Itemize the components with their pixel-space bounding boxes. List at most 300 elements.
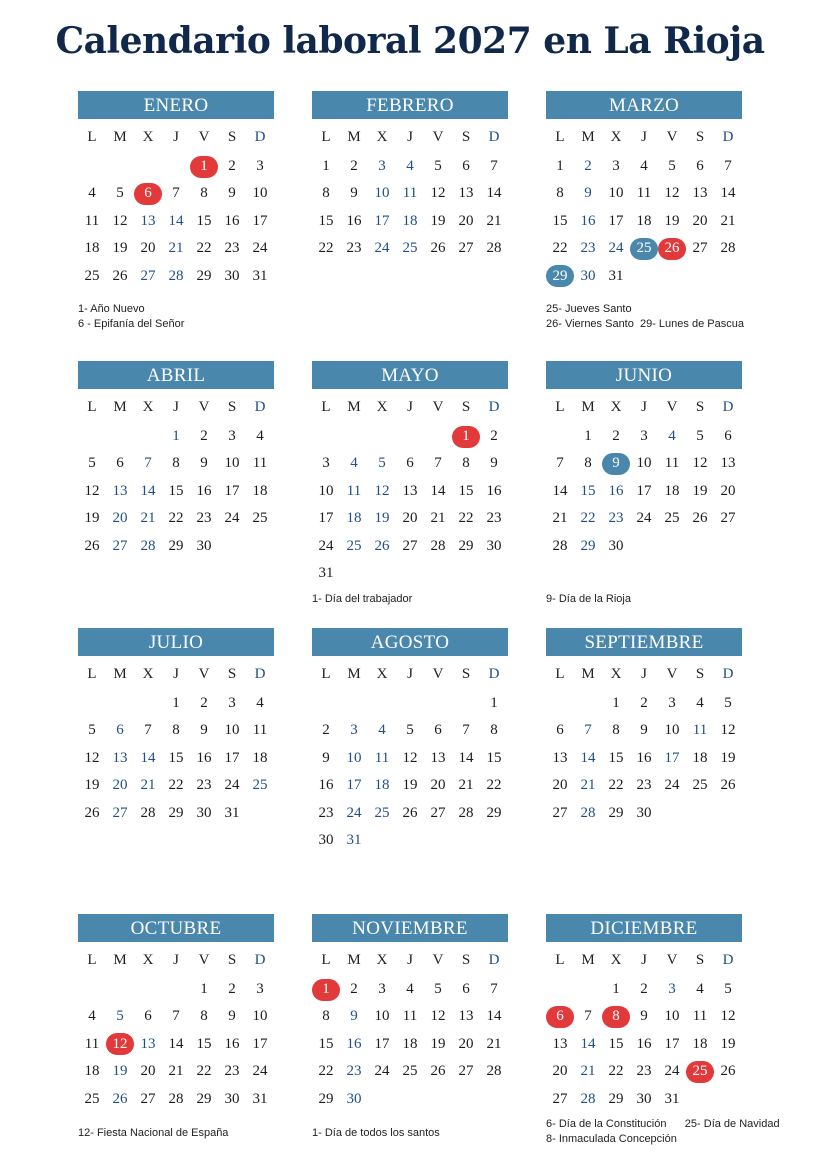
day-cell: 31	[252, 1090, 268, 1107]
day-cell: 2	[228, 158, 236, 174]
day-cell: 21	[580, 777, 596, 794]
day-cell: 22	[608, 1063, 624, 1080]
month-header: DICIEMBRE	[546, 914, 742, 942]
day-cell: 20	[692, 212, 708, 229]
day-grid	[78, 153, 274, 290]
day-cell: 4	[378, 722, 386, 739]
day-cell: 9	[490, 455, 498, 472]
day-cell: 20	[140, 240, 156, 257]
weekday-label: J	[407, 129, 413, 145]
day-cell: 24	[664, 777, 680, 794]
holiday-note: 1- Año Nuevo 6 - Epifanía del Señor	[78, 303, 185, 330]
day-cell: 19	[720, 1035, 736, 1052]
month-header: MARZO	[546, 91, 742, 119]
day-cell: 18	[252, 749, 268, 766]
day-cell: 21	[720, 212, 736, 229]
month-abril	[78, 361, 274, 560]
day-cell: 31	[224, 804, 240, 821]
day-cell: 8	[172, 455, 180, 472]
holiday-note: 1- Día del trabajador	[312, 593, 413, 605]
day-cell: 28	[486, 240, 502, 257]
day-cell: 19	[664, 212, 680, 229]
day-cell: 23	[318, 804, 334, 821]
month-febrero	[312, 91, 508, 263]
empty-cell	[106, 976, 134, 1003]
day-cell: 27	[430, 804, 446, 821]
empty-cell	[340, 690, 368, 717]
weekday-label: X	[610, 399, 622, 415]
weekday-label: L	[555, 399, 565, 415]
day-cell: 14	[458, 749, 474, 766]
day-cell: 20	[430, 777, 446, 794]
day-cell: 24	[636, 510, 652, 527]
weekday-label: D	[254, 129, 266, 145]
weekday-label: M	[113, 952, 127, 968]
day-cell: 27	[402, 537, 418, 554]
day-cell: 19	[84, 510, 100, 527]
day-cell: 10	[346, 749, 362, 766]
weekday-label: L	[321, 666, 331, 682]
holiday-note: 6- Día de la Constitución 25- Día de Navidad 8- Inmaculada Concepción	[546, 1118, 780, 1145]
weekday-label: L	[87, 952, 97, 968]
day-cell: 27	[720, 510, 736, 527]
day-cell: 16	[346, 1035, 362, 1052]
weekday-label: M	[347, 952, 361, 968]
day-cell: 24	[252, 240, 268, 257]
weekday-label: D	[722, 129, 734, 145]
day-cell: 25	[664, 510, 680, 527]
weekday-label: L	[321, 399, 331, 415]
day-cell: 28	[168, 267, 184, 284]
day-cell: 14	[140, 482, 156, 499]
empty-cell	[78, 423, 106, 450]
day-cell: 22	[168, 510, 184, 527]
day-cell: 11	[84, 212, 100, 229]
day-cell: 17	[664, 749, 680, 766]
day-cell: 8	[322, 1008, 330, 1025]
day-grid	[546, 153, 742, 290]
day-cell: 28	[552, 537, 568, 554]
day-cell: 18	[346, 510, 362, 527]
day-cell: 6	[724, 428, 732, 444]
day-cell: 28	[140, 804, 156, 821]
day-cell: 12	[84, 749, 100, 766]
day-cell: 20	[552, 1063, 568, 1080]
day-cell: 7	[724, 158, 732, 174]
day-cell: 16	[196, 749, 212, 766]
day-cell: 15	[580, 482, 596, 499]
weekday-label: S	[227, 666, 237, 682]
day-cell: 6	[556, 722, 564, 739]
day-cell: 9	[228, 1008, 236, 1025]
weekday-label: X	[376, 666, 388, 682]
empty-cell	[546, 423, 574, 450]
day-cell: 25	[84, 1090, 100, 1107]
day-cell: 12	[430, 1008, 446, 1025]
day-cell: 18	[664, 482, 680, 499]
day-cell: 24	[608, 240, 624, 257]
day-cell: 11	[346, 482, 362, 499]
day-cell: 23	[636, 1063, 652, 1080]
day-cell: 3	[228, 428, 236, 444]
weekday-label: D	[488, 666, 500, 682]
day-cell: 20	[720, 482, 736, 499]
day-cell: 1	[172, 428, 180, 444]
month-mayo	[312, 361, 508, 587]
day-cell: 30	[196, 537, 212, 554]
day-cell: 18	[402, 212, 418, 229]
day-cell: 15	[168, 482, 184, 499]
day-cell: 1	[612, 695, 620, 711]
day-cell: 10	[252, 1008, 268, 1025]
day-cell: 7	[490, 158, 498, 174]
day-cell: 4	[668, 428, 676, 444]
weekday-label: J	[407, 666, 413, 682]
month-noviembre	[312, 914, 508, 1113]
day-cell: 9	[322, 749, 330, 766]
day-cell: 16	[486, 482, 502, 499]
day-cell: 6	[434, 722, 442, 739]
day-cell: 15	[168, 749, 184, 766]
day-cell: 30	[346, 1090, 362, 1107]
day-cell: 19	[430, 1035, 446, 1052]
weekday-label: M	[581, 666, 595, 682]
day-cell: 16	[196, 482, 212, 499]
weekday-label: X	[610, 952, 622, 968]
day-cell: 22	[196, 240, 212, 257]
day-cell: 21	[552, 510, 568, 527]
day-cell: 1	[584, 428, 592, 444]
day-cell: 2	[640, 981, 648, 997]
day-cell: 23	[224, 1063, 240, 1080]
day-cell: 17	[252, 212, 268, 229]
day-cell: 11	[84, 1035, 100, 1052]
empty-cell	[424, 423, 452, 450]
empty-cell	[574, 976, 602, 1003]
day-cell: 19	[374, 510, 390, 527]
weekday-label: X	[142, 666, 154, 682]
day-cell: 27	[140, 267, 156, 284]
day-cell: 1	[556, 158, 564, 174]
weekday-label: V	[432, 952, 444, 968]
day-cell: 7	[462, 722, 470, 739]
day-cell: 25	[252, 510, 268, 527]
day-cell: 19	[720, 749, 736, 766]
day-cell: 3	[668, 981, 676, 997]
weekday-label: V	[198, 666, 210, 682]
day-cell: 1	[200, 981, 208, 997]
day-grid	[312, 153, 508, 263]
day-cell: 5	[116, 1008, 124, 1025]
day-cell: 13	[692, 185, 708, 202]
weekday-label: V	[666, 399, 678, 415]
day-cell: 1	[490, 695, 498, 711]
empty-cell	[106, 423, 134, 450]
day-cell: 18	[374, 777, 390, 794]
day-cell: 16	[224, 212, 240, 229]
day-cell: 30	[196, 804, 212, 821]
day-cell: 3	[668, 695, 676, 711]
day-cell: 29	[168, 537, 184, 554]
day-cell: 3	[612, 158, 620, 174]
day-cell: 19	[692, 482, 708, 499]
day-cell: 2	[612, 428, 620, 444]
day-cell: 4	[256, 428, 264, 444]
day-cell: 15	[608, 1035, 624, 1052]
day-cell: 27	[458, 240, 474, 257]
month-octubre	[78, 914, 274, 1113]
weekday-label: D	[488, 952, 500, 968]
day-cell: 28	[140, 537, 156, 554]
day-cell: 21	[458, 777, 474, 794]
day-cell: 31	[346, 831, 362, 848]
day-cell: 1	[612, 981, 620, 997]
weekday-label: X	[142, 952, 154, 968]
page-title: Calendario laboral 2027 en La Rioja	[55, 20, 765, 62]
day-cell: 8	[490, 722, 498, 739]
day-cell: 14	[486, 185, 502, 202]
day-cell: 25	[402, 240, 418, 257]
day-cell: 25	[374, 804, 390, 821]
day-cell: 6	[116, 722, 124, 739]
day-cell: 27	[140, 1090, 156, 1107]
holiday-day-cell: 6	[546, 1003, 574, 1030]
day-cell: 27	[112, 537, 128, 554]
day-cell: 9	[200, 455, 208, 472]
day-cell: 25	[402, 1063, 418, 1080]
day-cell: 26	[112, 267, 128, 284]
day-cell: 10	[374, 185, 390, 202]
day-cell: 17	[318, 510, 334, 527]
day-cell: 6	[116, 455, 124, 472]
day-cell: 3	[256, 981, 264, 997]
day-cell: 19	[430, 212, 446, 229]
empty-cell	[134, 423, 162, 450]
day-cell: 10	[224, 722, 240, 739]
day-cell: 11	[252, 455, 268, 472]
day-cell: 14	[430, 482, 446, 499]
day-cell: 5	[434, 981, 442, 997]
day-cell: 11	[692, 722, 708, 739]
day-cell: 13	[112, 749, 128, 766]
day-cell: 13	[458, 185, 474, 202]
day-cell: 30	[608, 537, 624, 554]
weekday-row	[546, 950, 742, 970]
weekday-label: X	[610, 129, 622, 145]
weekday-label: V	[198, 399, 210, 415]
weekday-label: L	[555, 666, 565, 682]
day-cell: 24	[374, 240, 390, 257]
day-cell: 8	[322, 185, 330, 202]
day-cell: 30	[486, 537, 502, 554]
day-grid	[78, 976, 274, 1113]
day-cell: 28	[458, 804, 474, 821]
day-cell: 23	[636, 777, 652, 794]
weekday-label: X	[376, 952, 388, 968]
weekday-label: D	[254, 666, 266, 682]
empty-cell	[162, 976, 190, 1003]
month-agosto	[312, 628, 508, 854]
day-cell: 26	[84, 804, 100, 821]
day-cell: 17	[346, 777, 362, 794]
empty-cell	[78, 690, 106, 717]
empty-cell	[368, 690, 396, 717]
empty-cell	[396, 690, 424, 717]
weekday-row	[312, 397, 508, 417]
day-cell: 28	[580, 804, 596, 821]
weekday-row	[78, 950, 274, 970]
holiday-day-cell: 12	[106, 1031, 134, 1058]
day-grid	[312, 976, 508, 1113]
weekday-label: M	[347, 129, 361, 145]
weekday-label: J	[641, 952, 647, 968]
day-cell: 22	[552, 240, 568, 257]
day-cell: 12	[84, 482, 100, 499]
holiday-note: 9- Día de la Rioja	[546, 593, 631, 605]
weekday-row	[78, 664, 274, 684]
day-cell: 13	[552, 749, 568, 766]
day-cell: 7	[172, 1008, 180, 1025]
weekday-label: D	[722, 399, 734, 415]
weekday-label: X	[142, 399, 154, 415]
day-cell: 15	[196, 1035, 212, 1052]
weekday-label: L	[555, 129, 565, 145]
day-cell: 16	[636, 749, 652, 766]
month-header: AGOSTO	[312, 628, 508, 656]
day-cell: 7	[434, 455, 442, 472]
day-cell: 29	[608, 1090, 624, 1107]
day-cell: 18	[252, 482, 268, 499]
weekday-label: D	[722, 666, 734, 682]
day-cell: 23	[346, 240, 362, 257]
day-cell: 13	[112, 482, 128, 499]
weekday-label: M	[113, 399, 127, 415]
day-cell: 1	[172, 695, 180, 711]
day-cell: 30	[636, 1090, 652, 1107]
day-cell: 4	[256, 695, 264, 711]
month-julio	[78, 628, 274, 827]
day-cell: 7	[556, 455, 564, 472]
weekday-label: J	[641, 129, 647, 145]
day-cell: 2	[350, 981, 358, 997]
day-cell: 22	[196, 1063, 212, 1080]
day-cell: 10	[664, 1008, 680, 1025]
day-cell: 20	[112, 777, 128, 794]
day-cell: 2	[322, 722, 330, 739]
day-cell: 9	[228, 185, 236, 202]
weekday-label: D	[254, 399, 266, 415]
day-cell: 11	[636, 185, 652, 202]
day-cell: 3	[378, 981, 386, 997]
day-cell: 26	[84, 537, 100, 554]
day-cell: 16	[224, 1035, 240, 1052]
day-cell: 11	[664, 455, 680, 472]
day-cell: 26	[430, 240, 446, 257]
day-cell: 30	[580, 267, 596, 284]
day-cell: 24	[346, 804, 362, 821]
day-cell: 31	[664, 1090, 680, 1107]
day-cell: 17	[636, 482, 652, 499]
empty-cell	[452, 690, 480, 717]
day-cell: 17	[374, 212, 390, 229]
day-cell: 13	[140, 212, 156, 229]
weekday-label: V	[198, 129, 210, 145]
day-cell: 2	[490, 428, 498, 444]
day-cell: 2	[200, 695, 208, 711]
weekday-label: L	[321, 952, 331, 968]
day-cell: 18	[692, 1035, 708, 1052]
weekday-row	[546, 127, 742, 147]
day-cell: 23	[224, 240, 240, 257]
weekday-row	[78, 127, 274, 147]
day-cell: 23	[580, 240, 596, 257]
weekday-label: S	[695, 129, 705, 145]
holiday-day-cell: 25	[686, 1058, 714, 1085]
month-header: FEBRERO	[312, 91, 508, 119]
day-cell: 24	[318, 537, 334, 554]
empty-cell	[368, 423, 396, 450]
day-cell: 2	[228, 981, 236, 997]
month-header: JULIO	[78, 628, 274, 656]
day-cell: 22	[580, 510, 596, 527]
day-cell: 31	[318, 564, 334, 581]
weekday-label: J	[173, 399, 179, 415]
day-cell: 23	[196, 777, 212, 794]
day-cell: 4	[406, 981, 414, 997]
day-cell: 8	[612, 722, 620, 739]
day-cell: 13	[458, 1008, 474, 1025]
weekday-label: J	[173, 129, 179, 145]
day-cell: 18	[402, 1035, 418, 1052]
holiday-day-cell: 1	[312, 976, 340, 1003]
day-cell: 19	[112, 240, 128, 257]
day-grid	[78, 690, 274, 827]
day-cell: 3	[256, 158, 264, 174]
day-cell: 11	[402, 185, 418, 202]
day-cell: 21	[168, 240, 184, 257]
day-grid	[312, 690, 508, 854]
day-cell: 13	[720, 455, 736, 472]
weekday-label: S	[227, 399, 237, 415]
day-cell: 17	[252, 1035, 268, 1052]
weekday-label: D	[488, 399, 500, 415]
day-cell: 25	[346, 537, 362, 554]
day-cell: 18	[84, 240, 100, 257]
day-cell: 5	[406, 722, 414, 739]
day-cell: 25	[692, 777, 708, 794]
weekday-label: M	[347, 399, 361, 415]
day-cell: 5	[88, 722, 96, 739]
day-cell: 15	[608, 749, 624, 766]
weekday-label: V	[666, 952, 678, 968]
month-header: ENERO	[78, 91, 274, 119]
day-cell: 13	[402, 482, 418, 499]
weekday-row	[546, 397, 742, 417]
day-cell: 23	[196, 510, 212, 527]
day-cell: 16	[580, 212, 596, 229]
month-marzo	[546, 91, 742, 290]
weekday-label: V	[198, 952, 210, 968]
day-cell: 29	[196, 267, 212, 284]
day-cell: 10	[374, 1008, 390, 1025]
day-cell: 5	[724, 981, 732, 997]
day-cell: 2	[640, 695, 648, 711]
day-cell: 3	[228, 695, 236, 711]
day-cell: 26	[374, 537, 390, 554]
weekday-label: S	[227, 129, 237, 145]
day-cell: 2	[584, 158, 592, 174]
empty-cell	[134, 153, 162, 180]
